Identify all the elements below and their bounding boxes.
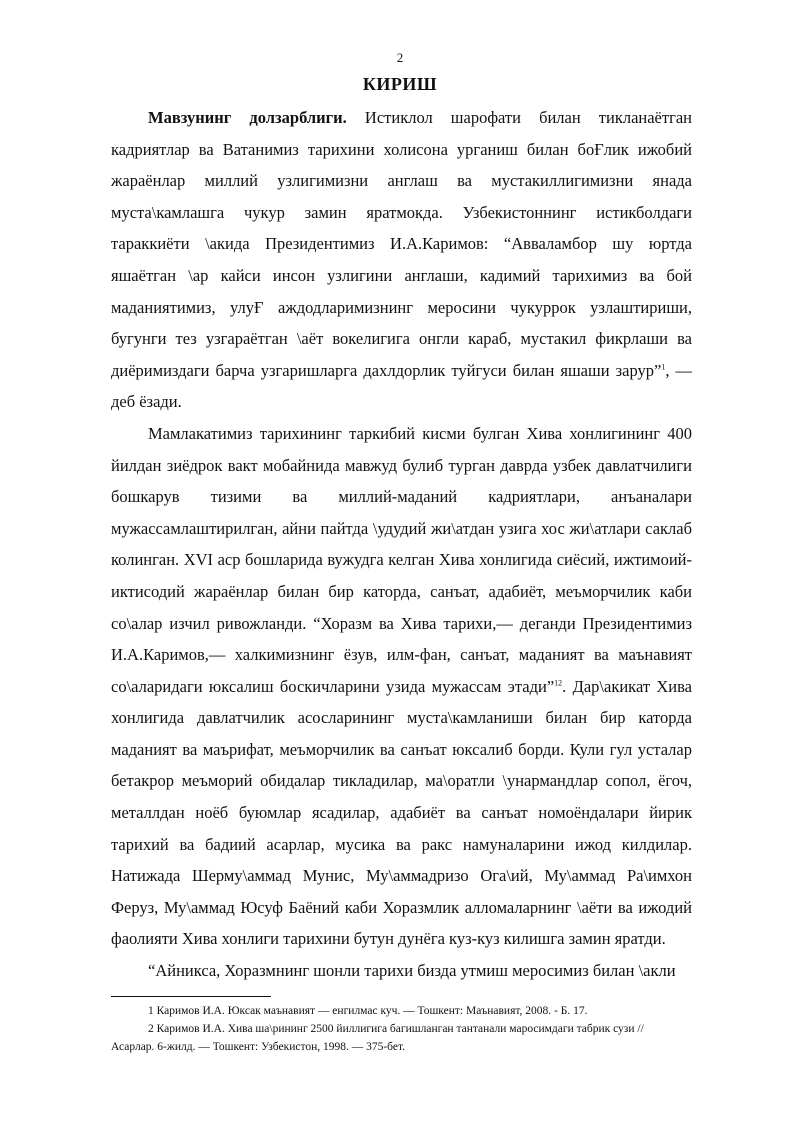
- body-text: [111, 102, 692, 987]
- footnote-2-continuation: Асарлар. 6-жилд. — Тошкент: Узбекистон, 1998. — 375-бет.: [111, 1041, 406, 1053]
- footnotes: [111, 1002, 711, 1056]
- paragraph-khorezm-history: [111, 955, 692, 987]
- footnote-divider: [111, 996, 271, 997]
- section-heading: КИРИШ: [362, 74, 438, 94]
- paragraph-relevance: [111, 102, 692, 418]
- footnote-marker: 12: [554, 678, 563, 688]
- paragraph-text: Мамлакатимиз тарихининг таркибий кисми булган Хива хонлигининг 400 йилдан зиёдрок вакт мобайнида мавжуд булиб турган даврда узбек давлатчилиги бошкарув тизими ва миллий-маданий кадриятлари, анъаналари мужассамлаштирилган, айни пайтда \удудий жи\атдан узига хос жи\атлари саклаб колинган. XVI аср бошларида вужудга келган Хива хонлигида сиёсий, ижтимоий-иктисодий жараёнлар билан бир каторда, санъат, адабиёт, меъморчилик каби со\алар изчил ривожланди. “Хоразм ва Хива тарихи,— деганди Президентимиз И.А.Каримов,— халкимизнинг ёзув, илм-фан, санъат, маданият ва маънавият со\аларидаги юксалиш боскичларини узида мужассам этади”: [111, 423, 692, 696]
- footnote-2: 2 Каримов И.А. Хива ша\рининг 2500 йиллигига багишланган тантанали маросимдаги табрик сузи //: [148, 1023, 644, 1035]
- paragraph-khiva-khanate: [111, 418, 692, 955]
- paragraph-text: “Айникса, Хоразмнинг шонли тарихи бизда утмиш меросимиз билан \акли: [148, 961, 676, 981]
- paragraph-text: , — деб ёзади.: [111, 360, 693, 412]
- footnote-marker: 1: [661, 362, 666, 372]
- paragraph-text: . Дар\акикат Хива хонлигида давлатчилик асосларининг муста\камланиши билан бир каторда маданият ва маърифат, меъморчилик ва санъат юксалиб борди. Кули гул усталар бетакрор меъморий обидалар тикладилар, ма\оратли \унармандлар сопол, ёгоч, металлдан ноёб буюмлар ясадилар, адабиёт ва санъат номоёндалари йирик тарихий ва бадиий асарлар, мусика ва ракс намуналарини ижод килдилар. Натижада Шерму\аммад Мунис, Му\аммадризо Ога\ий, Му\аммад Ра\имхон Феруз, Му\аммад Юсуф Баёний каби Хоразмлик алломаларнинг \аёти ва ижодий фаолияти Хива хонлиги тарихини бутун дунёга куз-куз килишга замин яратди.: [111, 676, 693, 949]
- page-number: 2: [396, 50, 404, 65]
- footnote-1: 1 Каримов И.А. Юксак маънавият — енгилмас куч. — Тошкент: Маънавият, 2008. - Б. 17.: [148, 1005, 588, 1017]
- paragraph-text: Истиклол шарофати билан тикланаётган кадриятлар ва Ватанимиз тарихини холисона урганиш билан боҒлик ижобий жараёнлар миллий узлигимизни англаш ва мустакиллигимизни янада муста\камлашга чукур замин яратмокда. Узбекистоннинг истикболдаги тараккиёти \акида Президентимиз И.А.Каримов: “Авваламбор шу юртда яшаётган \ар кайси инсон узлигини англаши, кадимий тарихимиз ва бой маданиятимиз, улуҒ аждодларимизнинг меросини чукуррок узлаштириши, бугунги тез узгараётган \аёт вокелигига онгли караб, мустакил фикрлаши ва диёримиздаги барча узгаришларга дахлдорлик туйгуси билан яшаши зарур”: [111, 108, 693, 380]
- paragraph-lead: Мавзунинг долзарблиги.: [148, 108, 347, 127]
